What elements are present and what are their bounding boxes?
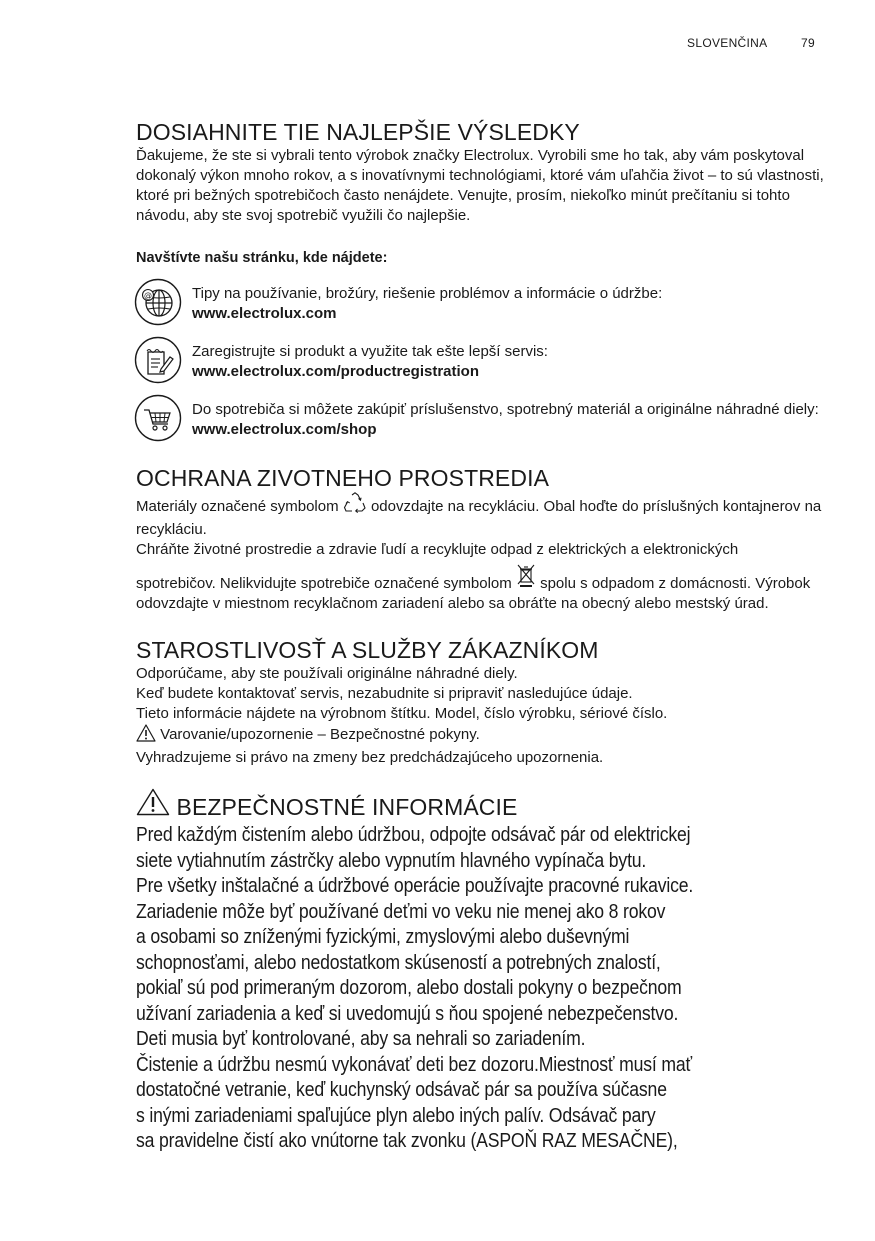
safety-line: Zariadenie môže byť používané deťmi vo veku nie menej ako 8 rokov: [136, 899, 666, 923]
care-line-3: Tieto informácie nájdete na výrobnom štítku. Model, číslo výrobku, sériové číslo.: [136, 705, 668, 722]
globe-icon: [134, 278, 182, 326]
safety-line: dostatočné vetranie, keď kuchynský odsávač pár sa používa súčasne: [136, 1078, 667, 1101]
page-header: [687, 36, 815, 50]
link-row-shop: [136, 400, 826, 442]
intro-title: DOSIAHNITE TIE NAJLEPŠIE VÝSLEDKY: [136, 119, 580, 145]
care-title: STAROSTLIVOSŤ A SLUŽBY ZÁKAZNÍKOM: [136, 637, 599, 663]
environment-title: OCHRANA ZIVOTNEHO PROSTREDIA: [136, 465, 550, 491]
environment-text-1a: Materiály označené symbolom: [136, 498, 339, 515]
link-text-register: Zaregistrujte si produkt a využite tak ešte lepší servis:: [192, 343, 548, 360]
link-row-register: [136, 342, 826, 384]
recycle-icon: [343, 492, 367, 520]
warning-icon: [136, 788, 170, 822]
environment-text-3b: spolu s odpadom z domácnosti. Výrobok odovzdajte v miestnom recyklačnom zariadení alebo sa obráťte na obecný alebo mestský úrad.: [136, 575, 811, 612]
page-number: 79: [801, 36, 815, 50]
safety-title: BEZPEČNOSTNÉ INFORMÁCIE: [176, 794, 518, 820]
warning-icon: [136, 724, 156, 748]
svg-text:@: @: [144, 291, 152, 300]
weee-bin-icon: [516, 563, 536, 593]
language-label: SLOVENČINA: [687, 36, 768, 50]
intro-section: [136, 118, 826, 442]
link-text-tips: Tipy na používanie, brožúry, riešenie problémov a informácie o údržbe:: [192, 285, 663, 302]
environment-paragraph: [136, 492, 826, 614]
register-icon: [134, 336, 182, 384]
shopping-cart-icon: [134, 394, 182, 442]
intro-text: Ďakujeme, že ste si vybrali tento výrobok značky Electrolux. Vyrobili sme ho tak, aby vám poskytoval dokonalý výkon mnoho rokov, a s inovatívnymi technológiami, ktoré vám uľahčia život – to sú vlastnosti, ktoré pri bežných spotrebičoch často nenájdete. Venujte, prosím, niekoľko minút prečítaniu si tohto návodu, aby ste svoj spotrebič využili čo najlepšie.: [136, 147, 824, 224]
link-url-register[interactable]: www.electrolux.com/productregistration: [192, 363, 479, 380]
link-row-tips: [136, 284, 826, 326]
link-url-tips[interactable]: www.electrolux.com: [192, 305, 337, 322]
safety-line: užívaní zariadenia a keď si uvedomujú s ňou spojené nebezpečenstvo.: [136, 1001, 679, 1025]
environment-section: [136, 464, 826, 614]
environment-text-1b: odovzdajte na recykláciu. Obal hoďte do príslušných kontajnerov na recykláciu.: [136, 498, 822, 538]
care-line-1: Odporúčame, aby ste používali originálne náhradné diely.: [136, 665, 518, 682]
care-line-2: Keď budete kontaktovať servis, nezabudnite si pripraviť nasledujúce údaje.: [136, 685, 633, 702]
safety-line: s inými zariadeniami spaľujúce plyn alebo iných palív. Odsávač pary: [136, 1103, 656, 1127]
safety-line: a osobami so zníženými fyzickými, zmyslovými alebo duševnými: [136, 925, 630, 948]
safety-title-row: [136, 788, 826, 822]
safety-line: siete vytiahnutím zástrčky alebo vypnutím hlavného vypínača bytu.: [136, 848, 647, 872]
care-last-line: Vyhradzujeme si právo na zmeny bez predchádzajúceho upozornenia.: [136, 749, 604, 766]
environment-text-3a: spotrebičov. Nelikvidujte spotrebiče označené symbolom: [136, 575, 512, 592]
care-warning-line: [136, 724, 826, 748]
care-warning-text: Varovanie/upozornenie – Bezpečnostné pokyny.: [160, 726, 480, 743]
safety-text: [136, 822, 815, 1154]
link-text-shop: Do spotrebiča si môžete zakúpiť príslušenstvo, spotrebný materiál a originálne náhradné diely:: [192, 401, 819, 418]
safety-line: Deti musia byť kontrolované, aby sa nehrali so zariadením.: [136, 1027, 586, 1050]
safety-line: pokiaľ sú pod primeraným dozorom, alebo dostali pokyny o bezpečnom: [136, 976, 682, 999]
page-content: [136, 118, 826, 1154]
care-section: [136, 636, 826, 768]
safety-line: Pre všetky inštalačné a údržbové operácie používajte pracovné rukavice.: [136, 874, 694, 897]
safety-line: Čistenie a údržbu nesmú vykonávať deti bez dozoru.Miestnosť musí mať: [136, 1052, 692, 1076]
safety-line: sa pravidelne čistí ako vnútorne tak zvonku (ASPOŇ RAZ MESAČNE),: [136, 1129, 678, 1152]
safety-section: [136, 788, 826, 1154]
link-url-shop[interactable]: www.electrolux.com/shop: [192, 421, 377, 438]
visit-label: Navštívte našu stránku, kde nájdete:: [136, 250, 388, 266]
safety-line: schopnosťami, alebo nedostatkom skúseností a potrebných znalostí,: [136, 950, 661, 974]
environment-text-2: Chráňte životné prostredie a zdravie ľudí a recyklujte odpad z elektrických a elektronických: [136, 541, 739, 558]
safety-line: Pred každým čistením alebo údržbou, odpojte odsávač pár od elektrickej: [136, 823, 691, 846]
